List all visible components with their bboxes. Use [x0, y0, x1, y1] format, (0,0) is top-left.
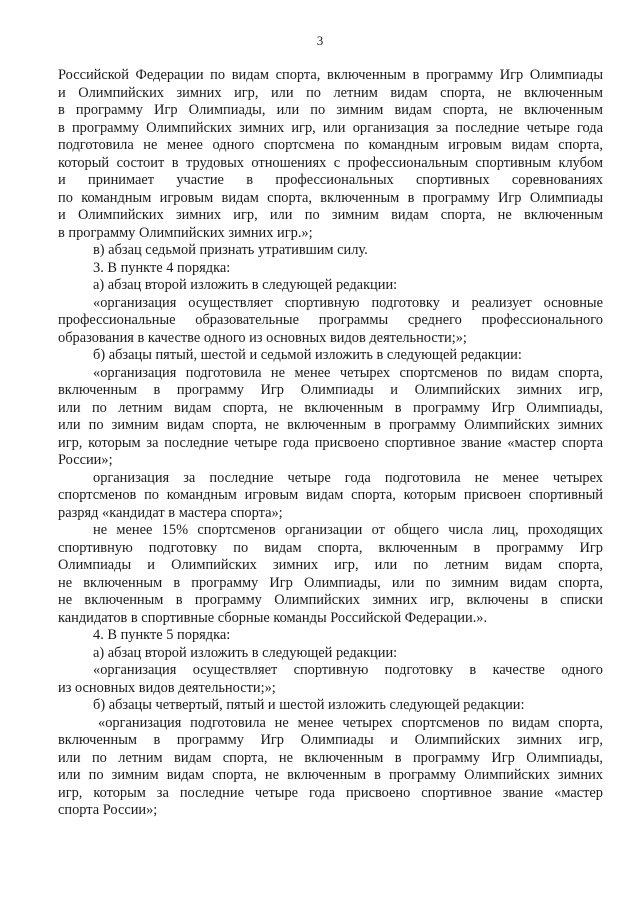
text-line: б) абзацы четвертый, пятый и шестой изложить следующей редакции: [93, 697, 525, 713]
text-line: разряд «кандидат в мастера спорта»; [58, 504, 283, 521]
text-line: спортивную подготовку по видам спорта, включенным в программу Игр [58, 539, 603, 556]
text-line: «организация подготовила не менее четырех спортсменов по видам спорта, [98, 714, 603, 731]
text-line: по командным игровым видам спорта, включенным в программу Игр Олимпиады [58, 189, 603, 206]
text-line: спорта России»; [58, 802, 158, 818]
text-line: не включенным в программу Игр Олимпиады, или по зимним видам спорта, [58, 574, 603, 591]
text-line: игр, которым за последние четыре года присвоено спортивное звание «мастер спорта [58, 434, 603, 451]
text-line: 3. В пункте 4 порядка: [93, 259, 231, 276]
text-line: кандидатов в спортивные сборные команды Российской Федерации.». [58, 609, 488, 626]
text-line: не менее 15% спортсменов организации от общего числа лиц, проходящих [93, 522, 603, 538]
text-line: из основных видов деятельности;»; [58, 679, 276, 696]
text-line: игр, которым за последние четыре года присвоено спортивное звание «мастер [58, 784, 603, 801]
text-line: профессиональные образовательные программы среднего профессионального [58, 312, 603, 328]
document-body [58, 67, 603, 820]
text-line: или по зимним видам спорта, не включенным в программу Олимпийских зимних [58, 417, 603, 433]
text-line: в) абзац седьмой признать утратившим силу. [93, 242, 368, 258]
text-line: в программу Олимпийских зимних игр.»; [58, 224, 313, 241]
text-line: или по зимним видам спорта, не включенным в программу Олимпийских зимних [58, 767, 603, 783]
text-line: подготовила не менее одного спортсмена по командным игровым видам спорта, [58, 137, 603, 153]
text-line: б) абзацы пятый, шестой и седьмой изложить в следующей редакции: [93, 347, 522, 363]
text-line: а) абзац второй изложить в следующей редакции: [93, 644, 398, 661]
text-line: России»; [58, 452, 113, 468]
text-line: Олимпиады и Олимпийских зимних игр, или по летним видам спорта, [58, 557, 603, 573]
text-line: включенным в программу Игр Олимпиады и Олимпийских зимних игр, [58, 382, 603, 398]
text-line: образования в качестве одного из основных видов деятельности;»; [58, 329, 467, 346]
text-line: в программу Игр Олимпиады, или по зимним видам спорта, не включенным [58, 102, 603, 118]
text-line: не включенным в программу Олимпийских зимних игр, включены в списки [58, 592, 603, 608]
text-line: в программу Олимпийских зимних игр, или организация за последние четыре года [58, 119, 603, 136]
text-line: «организация подготовила не менее четырех спортсменов по видам спорта, [93, 364, 603, 381]
text-line: «организация осуществляет спортивную подготовку и реализует основные [93, 294, 603, 311]
text-line: и Олимпийских зимних игр, или по летним видам спорта, не включенным [58, 84, 603, 101]
text-line: включенным в программу Игр Олимпиады и Олимпийских зимних игр, [58, 732, 603, 748]
text-line: и принимает участие в профессиональных спортивных соревнованиях [58, 172, 603, 188]
text-line: Российской Федерации по видам спорта, включенным в программу Игр Олимпиады [58, 67, 603, 83]
text-line: 4. В пункте 5 порядка: [93, 627, 231, 643]
text-line: организация за последние четыре года подготовила не менее четырех [93, 469, 603, 486]
text-line: спортсменов по командным игровым видам спорта, которым присвоен спортивный [58, 487, 603, 503]
page-number: 3 [316, 33, 324, 48]
text-line: или по летним видам спорта, не включенным в программу Игр Олимпиады, [58, 399, 603, 416]
text-line: или по летним видам спорта, не включенным в программу Игр Олимпиады, [58, 749, 603, 766]
text-line: а) абзац второй изложить в следующей редакции: [93, 277, 398, 293]
text-line: который состоит в трудовых отношениях с профессиональным спортивным клубом [58, 154, 603, 171]
text-line: «организация осуществляет спортивную подготовку в качестве одного [93, 662, 603, 678]
text-line: и Олимпийских зимних игр, или по зимним видам спорта, не включенным [58, 207, 603, 223]
